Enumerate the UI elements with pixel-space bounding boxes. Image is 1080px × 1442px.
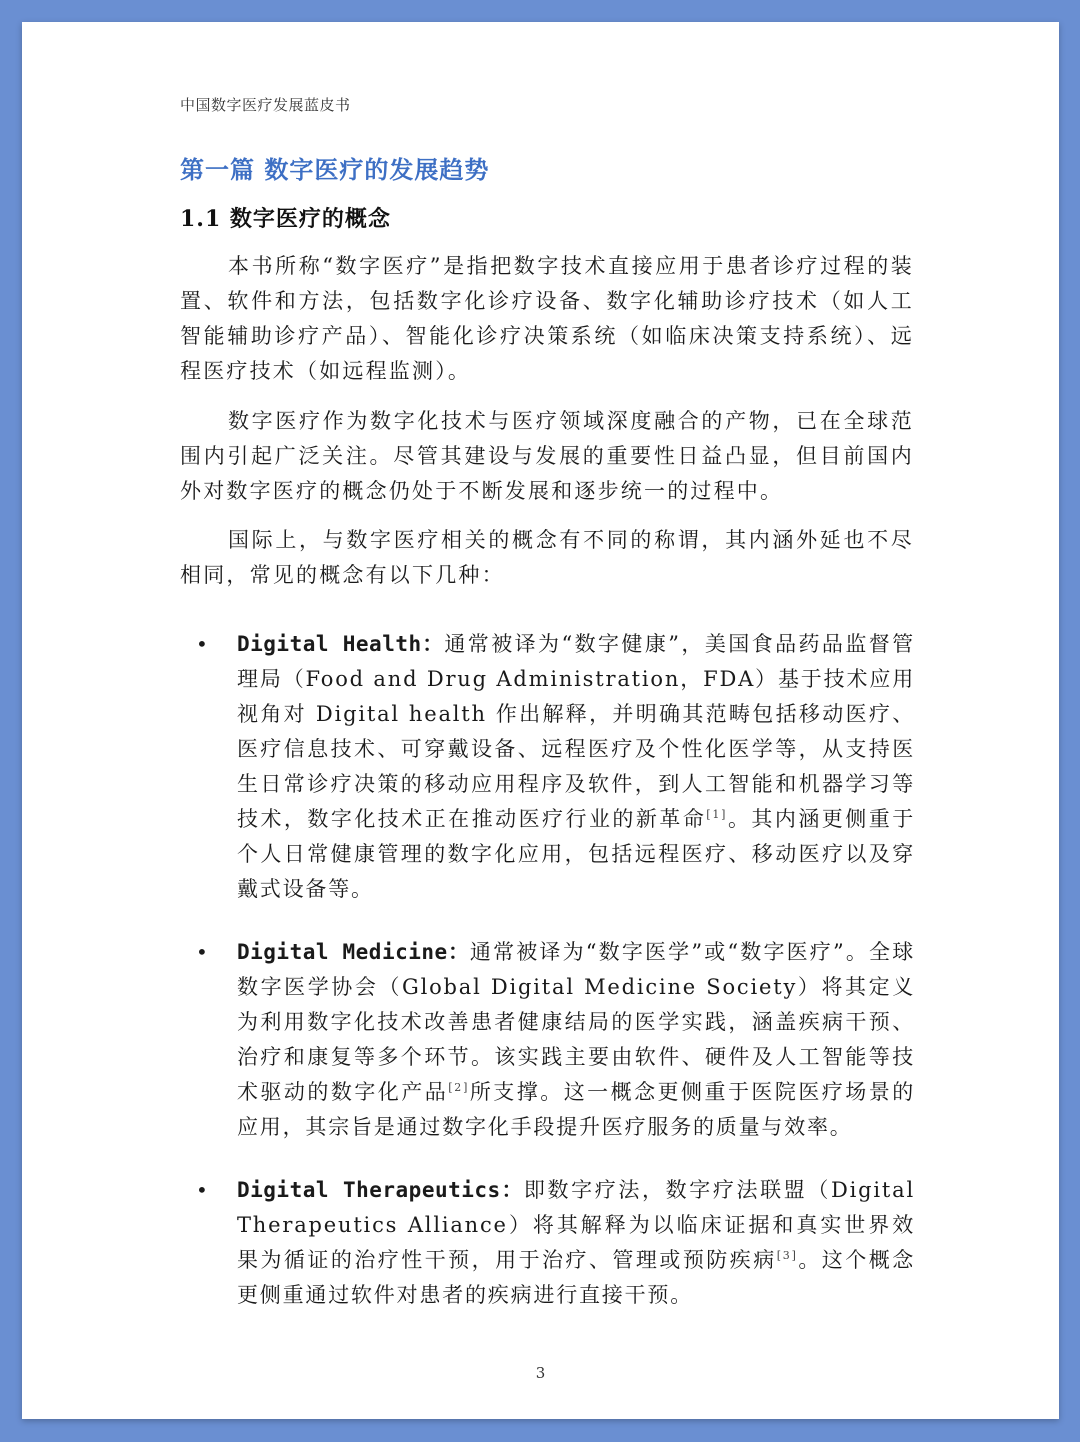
concept-list bbox=[180, 627, 915, 1341]
paragraph-development: 数字医疗作为数字化技术与医疗领域深度融合的产物，已在全球范围内引起广泛关注。尽管其建设与发展的重要性日益凸显，但目前国内外对数字医疗的概念仍处于不断发展和逐步统一的过程中。 bbox=[180, 409, 914, 503]
section-title: 1.1 数字医疗的概念 bbox=[180, 206, 391, 232]
definition-text-continued: 所支撑。这一概念更侧重于医院医疗场景的应用，其宗旨是通过数字化手段提升医疗服务的质量与效率。 bbox=[237, 1080, 915, 1139]
definition-text: 通常被译为“数字健康”，美国食品药品监督管理局（Food and Drug Administration，FDA）基于技术应用视角对 Digital health 作出解释，并明确其范畴包括移动医疗、医疗信息技术、可穿戴设备、远程医疗及个性化医学等，从支持医生日常诊疗决策的移动应用程序及软件，到人工智能和机器学习等技术，数字化技术正在推动医疗行业的新革命 bbox=[237, 632, 915, 831]
list-item-digital-health bbox=[180, 627, 915, 907]
list-item-digital-medicine bbox=[180, 935, 915, 1145]
term-digital-therapeutics: Digital Therapeutics： bbox=[237, 1178, 524, 1202]
bullet-icon: • bbox=[196, 632, 210, 656]
citation-1: [1] bbox=[706, 808, 728, 821]
term-digital-medicine: Digital Medicine： bbox=[237, 940, 470, 964]
citation-3: [3] bbox=[776, 1249, 798, 1262]
definition-text-continued: 。其内涵更侧重于个人日常健康管理的数字化应用，包括远程医疗、移动医疗以及穿戴式设备等。 bbox=[237, 807, 915, 901]
document-page bbox=[22, 22, 1059, 1419]
running-header: 中国数字医疗发展蓝皮书 bbox=[180, 96, 351, 114]
bullet-icon: • bbox=[196, 1178, 210, 1202]
definition-text-continued: 。这个概念更侧重通过软件对患者的疾病进行直接干预。 bbox=[237, 1248, 915, 1307]
page-number: 3 bbox=[535, 1364, 546, 1382]
paragraph-international: 国际上，与数字医疗相关的概念有不同的称谓，其内涵外延也不尽相同，常见的概念有以下几种： bbox=[180, 528, 914, 587]
list-item-digital-therapeutics bbox=[180, 1173, 915, 1313]
definition-text: 即数字疗法，数字疗法联盟（Digital Therapeutics Alliance）将其解释为以临床证据和真实世界效果为循证的治疗性干预，用于治疗、管理或预防疾病 bbox=[237, 1178, 915, 1272]
bullet-icon: • bbox=[196, 940, 210, 964]
part-title: 第一篇 数字医疗的发展趋势 bbox=[180, 155, 490, 184]
paragraph-definition: 本书所称“数字医疗”是指把数字技术直接应用于患者诊疗过程的装置、软件和方法，包括数字化诊疗设备、数字化辅助诊疗技术（如人工智能辅助诊疗产品）、智能化诊疗决策系统（如临床决策支持系统）、远程医疗技术（如远程监测）。 bbox=[180, 254, 914, 383]
definition-text: 通常被译为“数字医学”或“数字医疗”。全球数字医学协会（Global Digital Medicine Society）将其定义为利用数字化技术改善患者健康结局的医学实践，涵盖疾病干预、治疗和康复等多个环节。该实践主要由软件、硬件及人工智能等技术驱动的数字化产品 bbox=[237, 940, 915, 1104]
citation-2: [2] bbox=[448, 1081, 470, 1094]
term-digital-health: Digital Health： bbox=[237, 632, 445, 656]
